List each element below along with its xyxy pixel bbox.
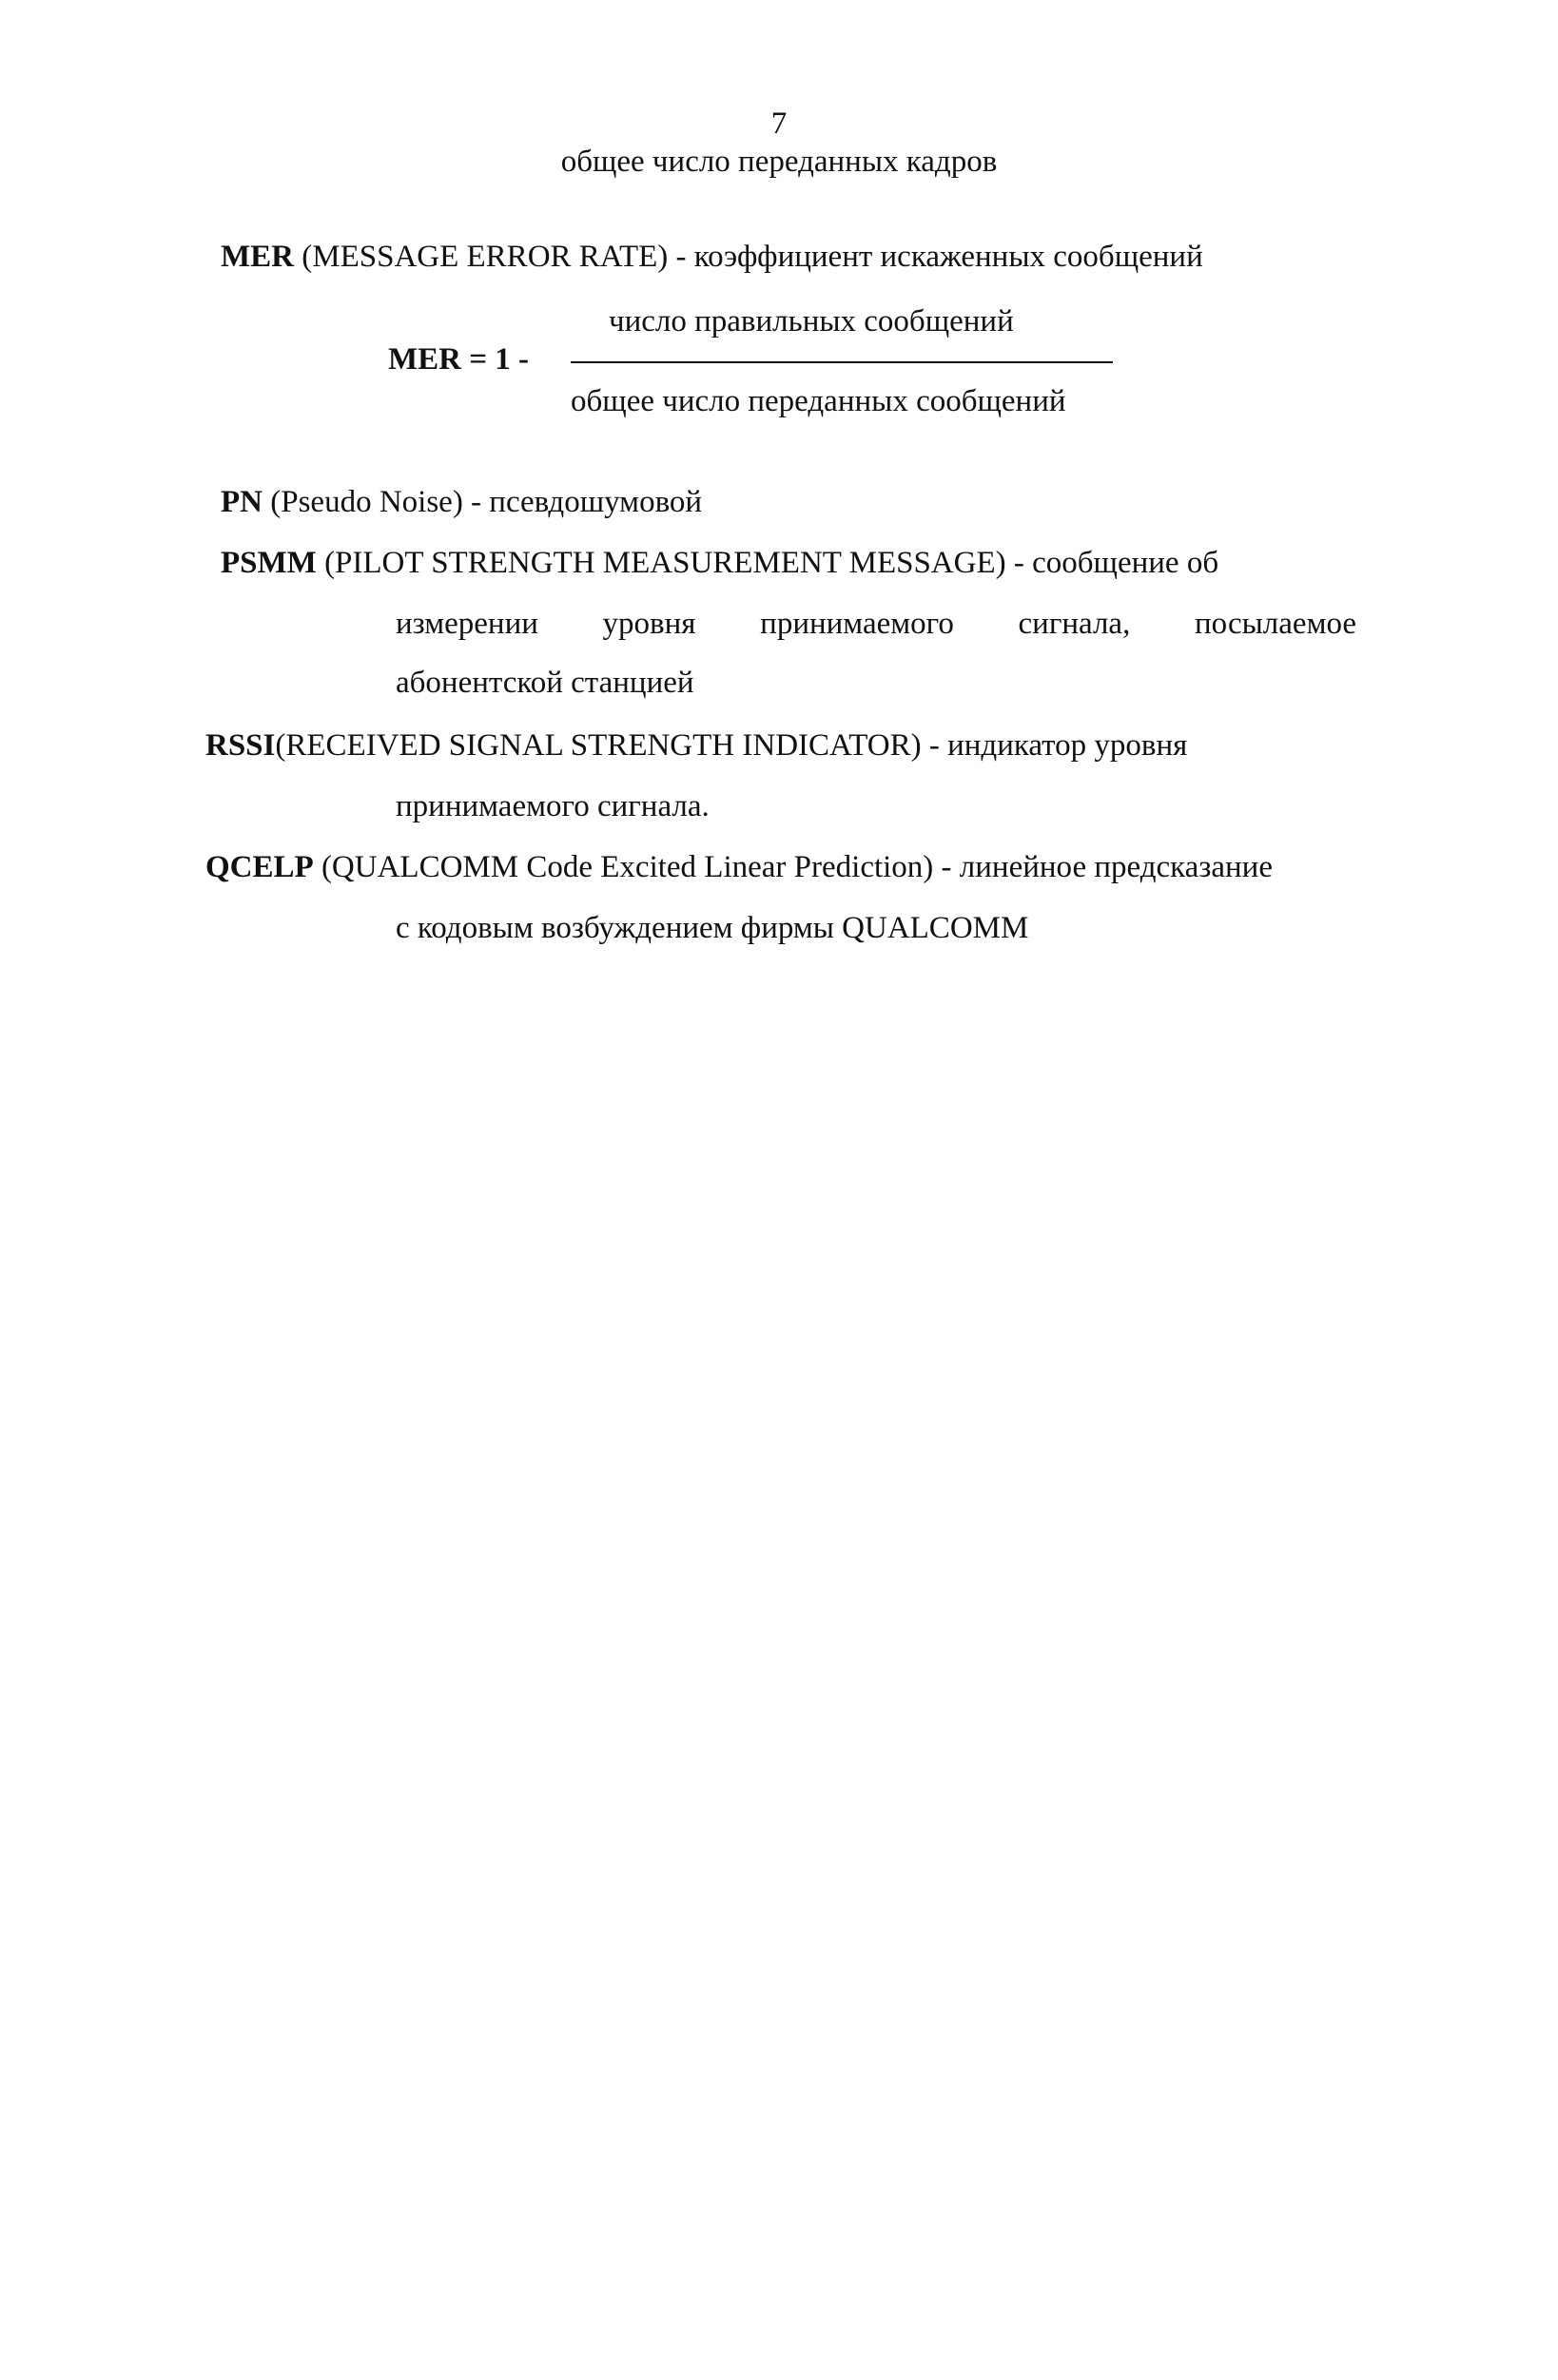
entry-term: RSSI xyxy=(205,728,276,763)
rssi-cont-1: принимаемого сигнала. xyxy=(396,789,710,823)
entry-text: (RECEIVED SIGNAL STRENGTH INDICATOR) - индикатор уровня xyxy=(275,728,1188,763)
entry-text: (PILOT STRENGTH MEASUREMENT MESSAGE) - сообщение об xyxy=(316,546,1219,580)
entry-qcelp xyxy=(205,848,1273,886)
entry-psmm xyxy=(221,544,1218,582)
entry-term: QCELP xyxy=(205,850,314,884)
fraction-bar xyxy=(571,361,1113,363)
entry-term: PSMM xyxy=(221,546,317,580)
entry-pn xyxy=(221,483,702,521)
qcelp-cont-1: с кодовым возбуждением фирмы QUALCOMM xyxy=(396,911,1029,945)
mer-lhs: MER = 1 - xyxy=(388,342,530,377)
psmm-cont-1: измерении уровня принимаемого сигнала, посылаемое xyxy=(396,607,1356,641)
mer-denominator: общее число переданных сообщений xyxy=(571,384,1066,418)
fraction-denominator-tail: общее число переданных кадров xyxy=(560,145,998,179)
entry-text: (QUALCOMM Code Excited Linear Prediction) - линейное предсказание xyxy=(313,850,1273,884)
mer-numerator: число правильных сообщений xyxy=(609,304,1014,339)
entry-rssi xyxy=(205,726,1187,764)
entry-term: PN xyxy=(221,485,263,519)
page-number: 7 xyxy=(770,106,788,141)
psmm-cont-2: абонентской станцией xyxy=(396,666,694,700)
mer-definition: (MESSAGE ERROR RATE) - коэффициент искаженных сообщений xyxy=(294,240,1203,274)
mer-term: MER xyxy=(221,240,294,274)
entry-text: (Pseudo Noise) - псевдошумовой xyxy=(263,485,703,519)
mer-entry xyxy=(221,238,1203,276)
